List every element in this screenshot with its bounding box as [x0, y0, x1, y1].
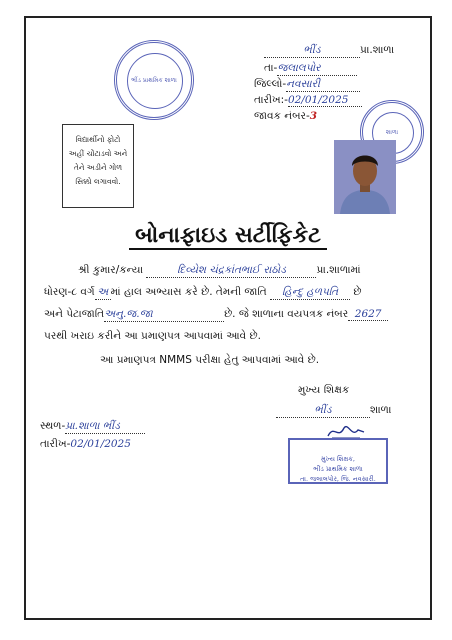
- certificate-title: [26, 222, 430, 248]
- class-value: અ: [95, 286, 111, 300]
- taluka-value: જલાલપોર: [277, 62, 357, 76]
- student-photo: [334, 140, 396, 214]
- header-date-label: તારીખ:-: [254, 94, 288, 106]
- signatory-role: મુખ્ય શિક્ષક: [298, 384, 350, 396]
- school-seal-left: [114, 40, 194, 120]
- district-line: [254, 78, 360, 92]
- taluka-label: તા-: [264, 62, 278, 74]
- standard-prefix: ધોરણ-૮ વર્ગ: [44, 286, 95, 298]
- signatory-school-suffix: શાળા: [370, 404, 392, 416]
- outward-number-value: 3: [309, 110, 318, 122]
- student-name-value: દિવ્યેશ ચંદ્રકાંતભાઈ રાઠોડ: [146, 264, 316, 278]
- district-label: જિલ્લો-: [254, 78, 287, 90]
- school-suffix: પ્રા.શાળામાં: [316, 264, 361, 276]
- header-date-value: 02/01/2025: [288, 94, 362, 107]
- seal-right-text: શાળા: [385, 129, 399, 136]
- district-value: નવસારી: [286, 78, 360, 92]
- body-line-5: આ પ્રમાણપત્ર NMMS પરીક્ષા હેતુ આપવામાં આવે છે.: [100, 354, 320, 366]
- body-line-4: પરથી ખરાઇ કરીને આ પ્રમાણપત્ર આપવામાં આવે છે.: [44, 330, 261, 342]
- subcaste-value: અનુ.જ.જા: [104, 308, 224, 322]
- photo-instruction-line: તેને અડીને ગોળ: [73, 163, 123, 172]
- caste-value: હિન્દુ હળપતિ: [270, 286, 350, 300]
- study-text: માં હાલ અભ્યાસ કરે છે. તેમની જાતિ: [110, 286, 267, 298]
- photo-instruction-box: [62, 124, 134, 208]
- footer-date-value: 02/01/2025: [70, 438, 131, 450]
- header-date-line: [254, 94, 362, 107]
- seal-left-text: ભીંડ પ્રાથમિક શાળા: [131, 77, 177, 84]
- certificate-title-text: બોનાફાઇડ સર્ટીફિકેટ: [129, 222, 327, 250]
- school-name-value: ભીંડ: [264, 44, 360, 58]
- footer-date-label: તારીખ-: [40, 438, 71, 450]
- signatory-school-value: ભીંડ: [276, 404, 370, 418]
- body-line-2: [44, 286, 362, 300]
- body-line-3: [44, 308, 388, 322]
- photo-instruction-line: સિક્કો લગાવવો.: [75, 177, 121, 186]
- school-line: [264, 44, 394, 58]
- footer-date-line: [40, 438, 131, 451]
- taluka-line: [264, 62, 357, 76]
- stamp-line: તા. જલાલપોર, જિ. નવસારી.: [300, 475, 376, 483]
- student-prefix: શ્રી કુમાર/કન્યા: [78, 264, 144, 276]
- caste-suffix: છે: [353, 286, 362, 298]
- certificate-page: [24, 16, 432, 620]
- signatory-school-line: [276, 404, 391, 418]
- headmaster-stamp: [288, 438, 388, 484]
- place-label: સ્થળ-: [40, 420, 66, 432]
- subcaste-prefix: અને પેટાજાતિ: [44, 308, 105, 320]
- stamp-line: મુખ્ય શિક્ષક,: [321, 455, 355, 463]
- register-number-value: 2627: [348, 308, 388, 321]
- school-name-suffix: પ્રા.શાળા: [360, 44, 395, 56]
- photo-instruction-line: અહીં ચોંટાડવો અને: [68, 149, 128, 158]
- place-line: [40, 420, 145, 434]
- outward-number-label: જાવક નંબર-: [254, 110, 310, 122]
- register-text: છે. જે શાળાના વયપત્રક નંબર: [224, 308, 349, 320]
- body-line-1: [78, 264, 361, 278]
- stamp-line: ભીંડ પ્રાથમિક શાળા: [313, 465, 363, 473]
- photo-instruction-line: વિદ્યાર્થીનો ફોટો: [75, 135, 121, 144]
- place-value: પ્રા.શાળા ભીંડ: [65, 420, 145, 434]
- outward-number-line: [254, 110, 317, 123]
